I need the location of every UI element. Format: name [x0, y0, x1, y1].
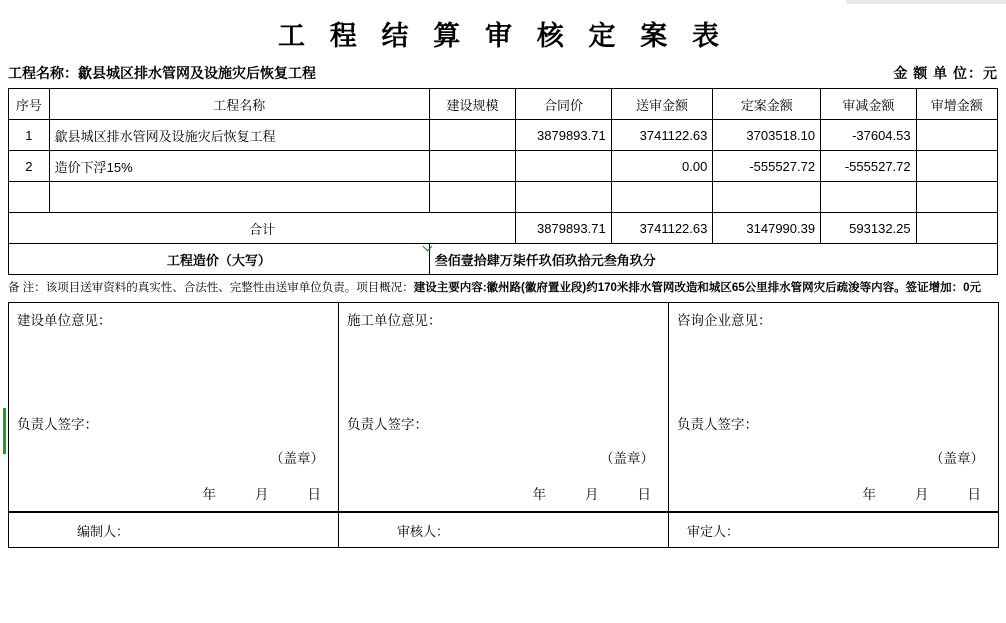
footer-table — [8, 512, 999, 548]
cell-reduced: -555527.72 — [821, 151, 917, 182]
signature-title: 建设单位意见： — [17, 313, 112, 329]
signature-person-label: 负责人签字： — [677, 417, 758, 433]
cell-settled: 3703518.10 — [713, 120, 821, 151]
signature-stamp-label: （盖章） — [930, 451, 984, 467]
table-row — [9, 182, 998, 213]
total-submitted: 3741122.63 — [611, 213, 713, 244]
cell-reduced — [821, 182, 917, 213]
signature-month: 月 — [585, 487, 600, 503]
signature-block-contractor — [339, 303, 669, 512]
footer-compiler-label: 编制人： — [77, 523, 130, 539]
col-header-no: 序号 — [9, 89, 50, 120]
cell-submitted: 3741122.63 — [611, 120, 713, 151]
total-settled: 3147990.39 — [713, 213, 821, 244]
capital-value: 叁佰壹拾肆万柒仟玖佰玖拾元叁角玖分 — [429, 244, 997, 275]
note-block — [8, 280, 998, 297]
footer-approver — [669, 513, 999, 548]
cell-scale — [429, 182, 515, 213]
table-header-row — [9, 89, 998, 120]
signature-title: 咨询企业意见： — [677, 313, 772, 329]
cell-no: 2 — [9, 151, 50, 182]
signature-stamp-label: （盖章） — [270, 451, 324, 467]
cell-no: 1 — [9, 120, 50, 151]
col-header-settled: 定案金额 — [713, 89, 821, 120]
capital-label: 工程造价（大写） — [9, 244, 430, 275]
cell-settled — [713, 182, 821, 213]
total-reduced: 593132.25 — [821, 213, 917, 244]
project-name-line — [8, 63, 316, 83]
signature-month: 月 — [255, 487, 270, 503]
signature-table — [8, 302, 999, 512]
cell-submitted — [611, 182, 713, 213]
cell-submitted: 0.00 — [611, 151, 713, 182]
col-header-increased: 审增金额 — [916, 89, 997, 120]
table-row — [9, 120, 998, 151]
note-prefix: 备 注： — [8, 282, 46, 294]
signature-day: 日 — [637, 487, 652, 503]
settlement-table — [8, 88, 998, 275]
signature-year: 年 — [862, 487, 877, 503]
cell-increased — [916, 151, 997, 182]
footer-reviewer-label: 审核人： — [397, 523, 450, 539]
signature-block-consultant — [669, 303, 999, 512]
signature-year: 年 — [532, 487, 547, 503]
page-title: 工 程 结 算 审 核 定 案 表 — [278, 21, 728, 51]
cell-increased — [916, 120, 997, 151]
signature-stamp-label: （盖章） — [600, 451, 654, 467]
signature-title: 施工单位意见： — [347, 313, 442, 329]
cell-settled: -555527.72 — [713, 151, 821, 182]
signature-month: 月 — [915, 487, 930, 503]
cell-scale — [429, 120, 515, 151]
signature-person-label: 负责人签字： — [17, 417, 98, 433]
footer-approver-label: 审定人： — [687, 523, 740, 539]
signature-block-construction — [9, 303, 339, 512]
footer-reviewer — [339, 513, 669, 548]
table-total-row — [9, 213, 998, 244]
capital-amount-row — [9, 244, 998, 275]
selection-marker — [3, 408, 6, 454]
signature-year: 年 — [202, 487, 217, 503]
note-text-bold: 建设主要内容:徽州路(徽府置业段)约170米排水管网改造和城区65公里排水管网灾后疏浚等内容。签证增加：0元 — [413, 282, 982, 294]
cell-name: 造价下浮15% — [49, 151, 429, 182]
amount-unit: 金 额 单 位：元 — [893, 65, 998, 81]
table-row — [9, 151, 998, 182]
col-header-name: 工程名称 — [49, 89, 429, 120]
cell-scale — [429, 151, 515, 182]
cell-name: 歙县城区排水管网及设施灾后恢复工程 — [49, 120, 429, 151]
total-increased — [916, 213, 997, 244]
total-contract: 3879893.71 — [516, 213, 612, 244]
note-text: 该项目送审资料的真实性、合法性、完整性由送审单位负责。项目概况： — [45, 282, 414, 294]
subheader — [0, 63, 1006, 88]
project-label: 工程名称： — [8, 65, 78, 81]
col-header-scale: 建设规模 — [429, 89, 515, 120]
signature-date — [863, 483, 983, 503]
cell-contract — [516, 182, 612, 213]
footer-compiler — [9, 513, 339, 548]
cell-name — [49, 182, 429, 213]
scrollbar[interactable] — [846, 0, 1006, 4]
signature-person-label: 负责人签字： — [347, 417, 428, 433]
cell-reduced: -37604.53 — [821, 120, 917, 151]
cell-increased — [916, 182, 997, 213]
col-header-contract: 合同价 — [516, 89, 612, 120]
cell-no — [9, 182, 50, 213]
col-header-submitted: 送审金额 — [611, 89, 713, 120]
signature-date — [533, 483, 653, 503]
cell-contract — [516, 151, 612, 182]
cell-contract: 3879893.71 — [516, 120, 612, 151]
signature-date — [203, 483, 323, 503]
col-header-reduced: 审减金额 — [821, 89, 917, 120]
signature-day: 日 — [307, 487, 322, 503]
signature-day: 日 — [967, 487, 982, 503]
total-label: 合计 — [9, 213, 516, 244]
project-name: 歙县城区排水管网及设施灾后恢复工程 — [78, 65, 316, 81]
